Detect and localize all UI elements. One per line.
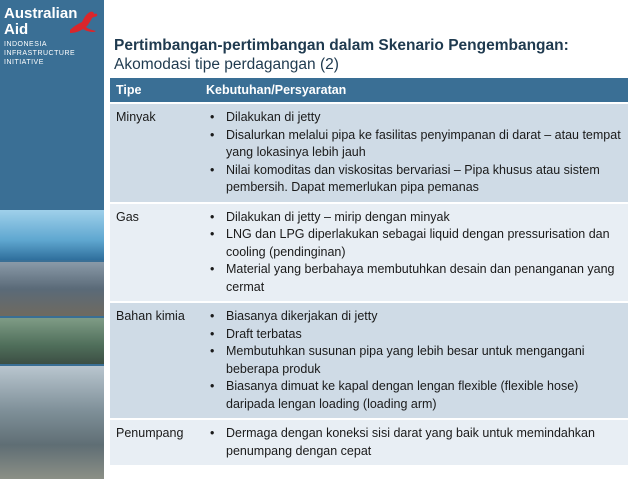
column-header-requirements: Kebutuhan/Persyaratan (200, 78, 628, 103)
bullet: • (210, 309, 215, 323)
list-item-text: Nilai komoditas dan viskositas bervariasi – Pipa khusus atau sistem pembersih. Dapat memerlukan pipa pemanas (226, 162, 600, 194)
list-item-text: Membutuhkan susunan pipa yang lebih besar untuk mengangani beberapa produk (226, 344, 585, 376)
list-item (206, 226, 622, 261)
table-row (110, 203, 628, 303)
list-item (206, 378, 622, 413)
bullet: • (210, 426, 215, 440)
water-photo (0, 210, 104, 260)
list-item (206, 326, 622, 344)
list-item (206, 425, 622, 460)
type-cell: Penumpang (110, 419, 200, 465)
bullet: • (210, 326, 215, 341)
logo-sub-1: INDONESIA (4, 41, 48, 48)
bullet: • (210, 227, 215, 241)
requirements-cell (200, 203, 628, 303)
list-item-text: Disalurkan melalui pipa ke fasilitas penyimpanan di darat – atau tempat yang lokasinya lebih jauh (226, 127, 621, 159)
type-cell: Minyak (110, 103, 200, 203)
logo-line-1: Australian (4, 5, 78, 22)
requirements-list (206, 209, 622, 297)
list-item-text: Dilakukan di jetty – mirip dengan minyak (226, 209, 450, 224)
logo-subtitle (4, 40, 102, 67)
port-photo (0, 262, 104, 316)
type-cell: Bahan kimia (110, 302, 200, 419)
list-item (206, 261, 622, 296)
bullet: • (210, 209, 215, 224)
type-cell: Gas (110, 203, 200, 303)
bullet: • (210, 127, 215, 142)
bullet: • (210, 379, 215, 393)
requirements-table (110, 78, 628, 465)
slide-title (114, 36, 634, 74)
sidebar-panel (0, 0, 104, 479)
logo-sub-2: INFRASTRUCTURE (4, 50, 76, 57)
railway-photo (0, 366, 104, 479)
bullet: • (210, 344, 215, 358)
logo-sub-3: INITIATIVE (4, 59, 44, 66)
list-item-text: Material yang berbahaya membutuhkan desain dan penanganan yang cermat (226, 262, 615, 294)
bullet: • (210, 262, 215, 276)
kangaroo-icon (66, 6, 100, 36)
road-photo (0, 318, 104, 364)
requirements-list (206, 308, 622, 413)
logo-line-2: Aid (4, 21, 29, 38)
table-header-row (110, 78, 628, 103)
list-item (206, 127, 622, 162)
list-item (206, 109, 622, 127)
list-item-text: Draft terbatas (226, 326, 302, 341)
list-item-text: LNG dan LPG diperlakukan sebagai liquid dengan pressurisation dan cooling (pendinginan) (226, 227, 610, 259)
list-item (206, 308, 622, 326)
list-item (206, 162, 622, 197)
requirements-list (206, 425, 622, 460)
list-item-text: Dilakukan di jetty (226, 110, 321, 124)
table-row (110, 103, 628, 203)
requirements-cell (200, 419, 628, 465)
bullet: • (210, 162, 215, 177)
list-item-text: Biasanya dimuat ke kapal dengan lengan flexible (flexible hose) daripada lengan loading (loading arm) (226, 379, 579, 411)
title-line-2: Akomodasi tipe perdagangan (2) (114, 56, 339, 73)
table-row (110, 419, 628, 465)
list-item (206, 209, 622, 227)
title-line-1: Pertimbangan-pertimbangan dalam Skenario Pengembangan: (114, 37, 569, 54)
requirements-cell (200, 302, 628, 419)
column-header-type: Tipe (110, 78, 200, 103)
table-row (110, 302, 628, 419)
list-item-text: Biasanya dikerjakan di jetty (226, 309, 378, 323)
requirements-cell (200, 103, 628, 203)
bullet: • (210, 110, 215, 124)
requirements-list (206, 109, 622, 197)
list-item (206, 343, 622, 378)
list-item-text: Dermaga dengan koneksi sisi darat yang baik untuk memindahkan penumpang dengan cepat (226, 426, 595, 458)
